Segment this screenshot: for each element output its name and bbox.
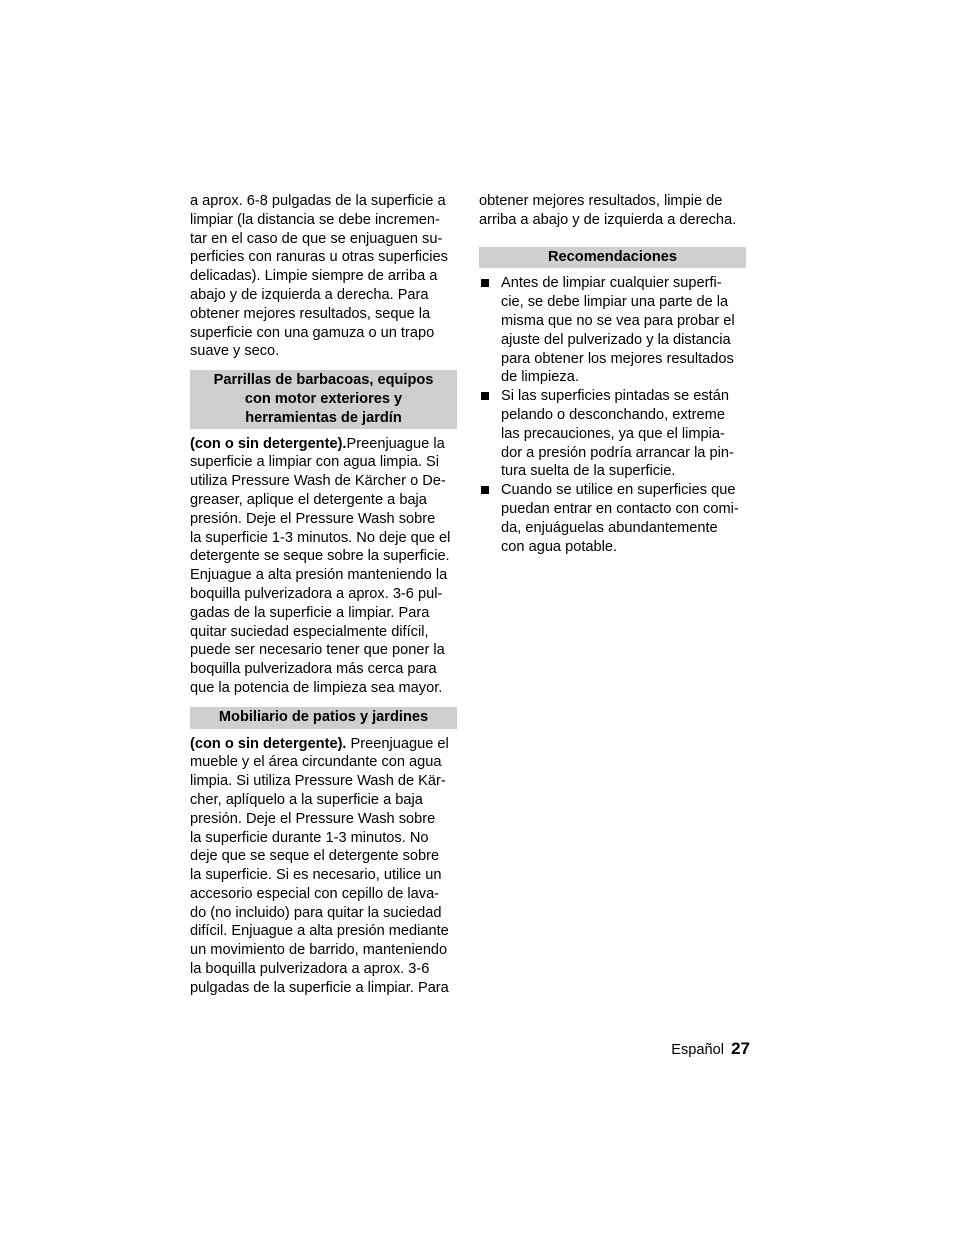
text-line: quitar suciedad especialmente difícil,	[190, 623, 429, 640]
text-line	[190, 735, 458, 754]
text-line: la superficie 1-3 minutos. No deje que el	[190, 529, 451, 546]
text-line: boquilla pulverizadora más cerca para	[190, 661, 437, 678]
text-line: misma que no se vea para probar el	[501, 312, 735, 329]
text-line: ajuste del pulverizado y la distancia	[501, 331, 731, 348]
text-line: a aprox. 6-8 pulgadas de la superficie a	[190, 193, 446, 209]
text-line: Cuando se utilice en superficies que	[501, 482, 736, 499]
text-line: tar en el caso de que se enjuaguen su-	[190, 230, 443, 247]
footer-language: Español	[671, 1042, 725, 1058]
text-line: las precauciones, ya que el limpia-	[501, 425, 725, 442]
text-line: superficie a limpiar con agua limpia. Si	[190, 454, 440, 471]
text-line: greaser, aplique el detergente a baja	[190, 491, 427, 508]
text-line: cher, aplíquelo a la superficie a baja	[190, 791, 423, 808]
text-line: superficie con una gamuza o un trapo	[190, 324, 435, 341]
list-item	[479, 387, 747, 481]
section-heading-recommendations	[479, 247, 746, 269]
text-line: perficies con ranuras u otras superficies	[190, 249, 448, 266]
text-line: dor a presión podría arrancar la pin-	[501, 444, 734, 461]
square-bullet-icon	[481, 279, 489, 287]
text-line: que la potencia de limpieza sea mayor.	[190, 679, 443, 696]
heading-line: Parrillas de barbacoas, equipos	[213, 372, 434, 389]
text-line: puede ser necesario tener que poner la	[190, 642, 445, 659]
text-line: abajo y de izquierda a derecha. Para	[190, 286, 429, 303]
text-line: accesorio especial con cepillo de lava-	[190, 885, 440, 902]
section-heading-barbecue-grills	[190, 370, 457, 428]
text-line: Enjuague a alta presión manteniendo la	[190, 567, 448, 584]
text-line: obtener mejores resultados, seque la	[190, 305, 431, 322]
list-item	[479, 481, 747, 556]
text-line: de limpieza.	[501, 369, 579, 386]
text-line: con agua potable.	[501, 538, 618, 555]
section-body-barbecue-grills	[190, 435, 458, 698]
intro-paragraph-left	[190, 192, 458, 361]
text-line: la boquilla pulverizadora a aprox. 3-6	[190, 961, 430, 978]
text-line: presión. Deje el Pressure Wash sobre	[190, 810, 436, 827]
text-line: tura suelta de la superficie.	[501, 463, 676, 480]
right-column	[479, 192, 747, 556]
section-heading-patio-furniture	[190, 707, 457, 729]
text-line: obtener mejores resultados, limpie de	[479, 193, 723, 209]
text-line	[190, 435, 458, 454]
text-line: utiliza Pressure Wash de Kärcher o De-	[190, 473, 446, 490]
text-line: limpia. Si utiliza Pressure Wash de Kär-	[190, 773, 446, 790]
left-column	[190, 192, 458, 998]
recommendations-list	[479, 274, 747, 556]
heading-line: con motor exteriores y	[244, 390, 403, 407]
square-bullet-icon	[481, 486, 489, 494]
heading-line: herramientas de jardín	[245, 409, 402, 426]
text-line: pulgadas de la superficie a limpiar. Para	[190, 979, 449, 996]
section-body-patio-furniture	[190, 735, 458, 998]
text-line: do (no incluido) para quitar la suciedad	[190, 904, 442, 921]
text-line: puedan entrar en contacto con comi-	[501, 500, 739, 517]
square-bullet-icon	[481, 392, 489, 400]
text-line: presión. Deje el Pressure Wash sobre	[190, 510, 436, 527]
text-line: detergente se seque sobre la superficie.	[190, 548, 450, 565]
lead-bold-text: (con o sin detergente).	[190, 435, 347, 452]
text-line: limpiar (la distancia se debe incremen-	[190, 211, 440, 228]
lead-bold-text: (con o sin detergente).	[190, 735, 347, 752]
text-line: cie, se debe limpiar una parte de la	[501, 294, 729, 311]
heading-line: Recomendaciones	[548, 248, 677, 265]
text-line: boquilla pulverizadora a aprox. 3-6 pul-	[190, 585, 443, 602]
text-line: suave y seco.	[190, 343, 280, 360]
text-line: difícil. Enjuague a alta presión mediante	[190, 923, 449, 940]
text-line: gadas de la superficie a limpiar. Para	[190, 604, 430, 621]
text-line: para obtener los mejores resultados	[501, 350, 734, 367]
text-line: delicadas). Limpie siempre de arriba a	[190, 268, 438, 285]
text-line: arriba a abajo y de izquierda a derecha.	[479, 211, 737, 228]
list-item	[479, 274, 747, 387]
text-line: pelando o desconchando, extreme	[501, 406, 725, 423]
page-footer	[671, 1039, 750, 1060]
page-number: 27	[731, 1039, 750, 1058]
text-line: da, enjuáguelas abundantemente	[501, 519, 718, 536]
text-line: Antes de limpiar cualquier superfi-	[501, 275, 722, 292]
heading-line: Mobiliario de patios y jardines	[218, 708, 429, 725]
intro-paragraph-right	[479, 192, 747, 230]
text-line: la superficie. Si es necesario, utilice un	[190, 867, 442, 884]
lead-rest-text: Preenjuague el	[346, 735, 449, 752]
text-line: deje que se seque el detergente sobre	[190, 848, 440, 865]
lead-rest-text: Preenjuague la	[346, 435, 445, 452]
text-line: la superficie durante 1-3 minutos. No	[190, 829, 429, 846]
text-line: Si las superficies pintadas se están	[501, 388, 729, 405]
text-line: mueble y el área circundante con agua	[190, 754, 442, 771]
text-line: un movimiento de barrido, manteniendo	[190, 942, 448, 959]
